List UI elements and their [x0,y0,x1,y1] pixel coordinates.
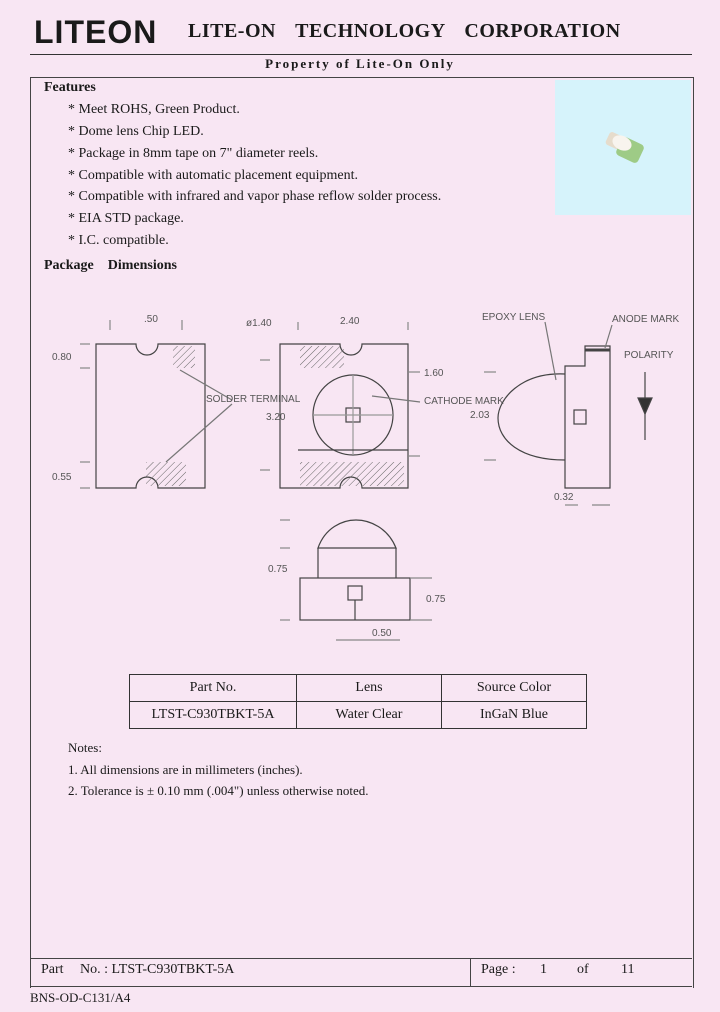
note-item: 2. Tolerance is ± 0.10 mm (.004") unless otherwise noted. [68,783,369,798]
feature-item: * Compatible with automatic placement equipment. [68,168,359,183]
package-dimensions-title: Package Dimensions [44,258,177,273]
dim-label: ø1.40 [246,318,272,329]
footer-part-label: Part [41,962,64,977]
dim-label: EPOXY LENS [482,312,546,323]
dim-label: 3.20 [266,412,286,423]
note-item: 1. All dimensions are in millimeters (inches). [68,762,303,777]
liteon-logo: LITEON [34,14,158,50]
dome-lens [498,374,565,460]
feature-item: * Meet ROHS, Green Product. [68,102,240,117]
feature-item: * Dome lens Chip LED. [68,124,204,139]
footer-page-label: Page : [481,962,516,977]
table-row [130,702,587,729]
dim-label: POLARITY [624,350,674,361]
header-part-no: Part No. [130,675,297,702]
dim-label: 0.75 [268,564,288,575]
dim-label: .50 [144,314,158,325]
feature-item: * Compatible with infrared and vapor phase reflow solder process. [68,189,442,204]
company-name: LITE-ON TECHNOLOGY CORPORATION [188,20,621,42]
header-lens: Lens [297,675,442,702]
dim-label: SOLDER TERMINAL [206,394,301,405]
cell-lens: Water Clear [297,702,442,729]
dim-label: CATHODE MARK [424,396,504,407]
footer-part-number: No. : LTST-C930TBKT-5A [80,962,235,977]
dim-label: 0.32 [554,492,574,503]
feature-item: * Package in 8mm tape on 7" diameter reels. [68,146,319,161]
dim-label: 0.80 [52,352,72,363]
dim-label: 1.60 [424,368,444,379]
dim-label: 0.55 [52,472,72,483]
feature-item: * I.C. compatible. [68,233,169,248]
cell-part-no: LTST-C930TBKT-5A [130,702,297,729]
dim-label: 0.50 [372,628,392,639]
footer-page-current: 1 [540,962,547,977]
cell-source-color: InGaN Blue [442,702,587,729]
header-source-color: Source Color [442,675,587,702]
dim-label: 2.03 [470,410,490,421]
feature-item: * EIA STD package. [68,211,184,226]
footer-divider [470,958,471,986]
property-notice: Property of Lite-On Only [265,56,455,71]
footer-page-total: 11 [621,962,635,977]
dim-label: 0.75 [426,594,446,605]
table-header-row [130,675,587,702]
dim-label: 2.40 [340,316,360,327]
features-title: Features [44,80,96,95]
notes-title: Notes: [68,740,102,755]
footer-of-label: of [577,962,589,977]
parts-table [129,674,587,729]
form-code: BNS-OD-C131/A4 [30,990,131,1005]
dim-label: ANODE MARK [612,314,680,325]
side-view-outline [565,346,610,488]
front-dome [318,520,396,548]
